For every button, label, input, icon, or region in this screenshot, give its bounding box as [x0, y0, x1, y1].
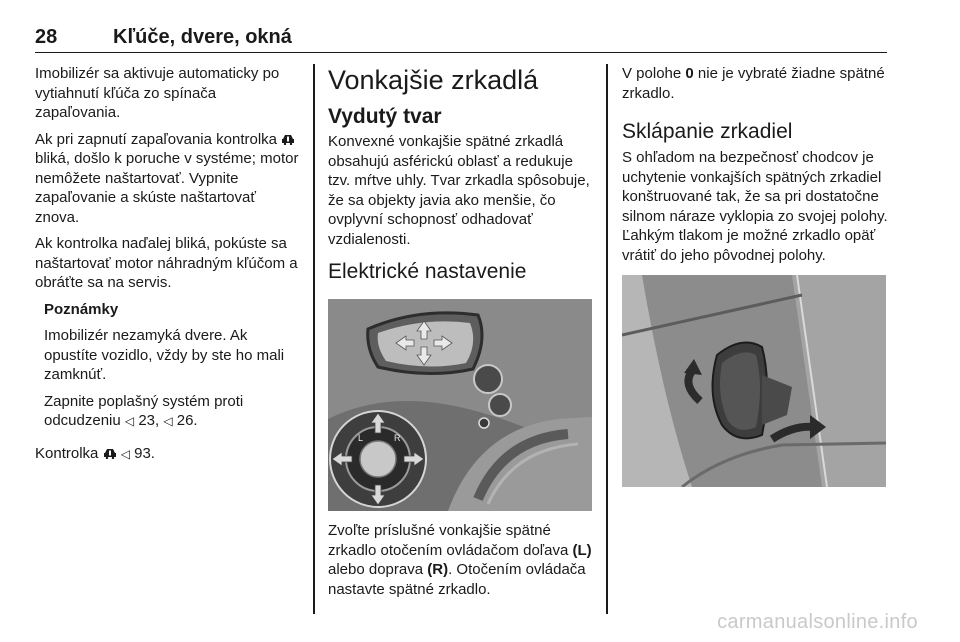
paragraph: Konvexné vonkajšie spätné zrkadlá obsahujú asférickú oblasť a redukuje tzv. mŕtve uhly. Tvar zrkadla spôsobuje, že sa objekty javia ako menšie, čo ovplyvní schopnosť odhadovať vzdialenosti.: [328, 133, 590, 248]
page-title: Kľúče, dvere, okná: [113, 26, 292, 48]
paragraph: Imobilizér sa aktivuje automaticky po vytiahnutí kľúča zo spínača zapaľovania.: [35, 65, 280, 121]
subsection-heading: Elektrické nastavenie: [328, 260, 527, 283]
column-1: [35, 64, 303, 471]
subsection-heading: Sklápanie zrkadiel: [622, 120, 793, 143]
immobilizer-warning-icon: [281, 132, 295, 145]
page-reference[interactable]: 26.: [176, 412, 198, 429]
paragraph: Ak kontrolka naďalej bliká, pokúste sa naštartovať motor náhradným kľúčom a obráťte sa na servis.: [35, 235, 298, 291]
watermark: carmanualsonline.info: [717, 611, 918, 633]
page-header: [35, 20, 887, 53]
paragraph: Kontrolka ◁ 93.: [35, 444, 155, 462]
mirror-folding-figure: [622, 275, 886, 487]
column-divider-2: [606, 64, 608, 614]
note-box: [35, 300, 303, 432]
column-2: [328, 64, 594, 606]
reference-arrow-icon: ◁: [124, 414, 135, 428]
page-reference[interactable]: 23,: [138, 412, 160, 429]
reference-arrow-icon: ◁: [120, 446, 130, 461]
reference-arrow-icon: ◁: [163, 414, 173, 428]
note-paragraph: Imobilizér nezamyká dvere. Ak opustíte vozidlo, vždy by ste ho mali zamknúť.: [44, 327, 285, 383]
note-paragraph: Zapnite poplašný systém proti odcudzeniu ◁ 23, ◁ 26.: [44, 392, 244, 429]
immobilizer-warning-icon: [103, 446, 117, 459]
paragraph: Ak pri zapnutí zapaľovania kontrolka bliká, došlo k poruche v systéme; motor nemôžete naštartovať. Vypnite zapaľovanie a skúste naštartovať znova.: [35, 130, 299, 226]
mirror-control-figure: [328, 299, 592, 511]
subsection-heading: Vydutý tvar: [328, 105, 442, 128]
page-reference[interactable]: 93.: [134, 444, 155, 462]
paragraph: Zvoľte príslušné vonkajšie spätné zrkadlo otočením ovládačom doľava (L) alebo doprava (R). Otočením ovládača nastavte spätné zrkadlo.: [328, 522, 592, 598]
column-3: [622, 64, 888, 487]
figure-label-right: R: [394, 433, 401, 443]
column-divider-1: [313, 64, 315, 614]
section-heading: Vonkajšie zrkadlá: [328, 65, 539, 95]
figure-label-left: L: [358, 433, 364, 443]
note-title: Poznámky: [44, 300, 119, 318]
paragraph: S ohľadom na bezpečnosť chodcov je uchytenie vonkajších spätných zrkadiel konštruované tak, že sa pri dostatočne silnom náraze vyklopia zo svojej polohy. Ľahkým tlakom je možné zrkadlo opäť vrátiť do jeho pôvodnej polohy.: [622, 149, 888, 264]
paragraph: V polohe 0 nie je vybraté žiadne spätné zrkadlo.: [622, 65, 885, 102]
page-number: 28: [35, 26, 58, 48]
